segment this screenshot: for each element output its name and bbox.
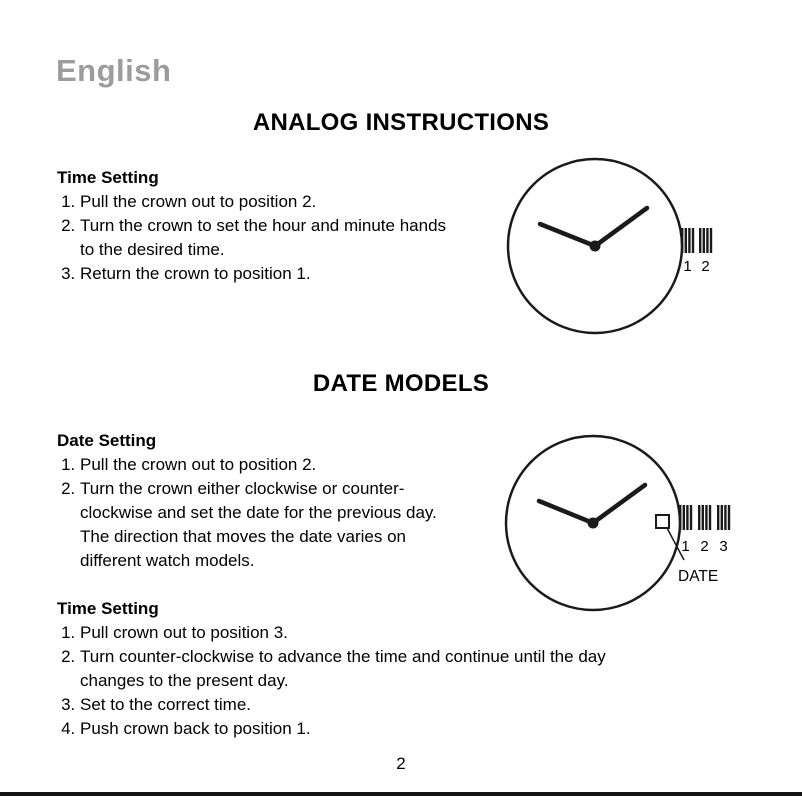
page-number: 2: [396, 754, 406, 773]
step-item: 1. Pull crown out to position 3.: [80, 621, 672, 645]
center-pivot: [590, 241, 601, 252]
step-item: 4. Push crown back to position 1.: [80, 717, 672, 741]
crown-position-1-icon: [681, 228, 694, 253]
step-item: 2. Turn the crown either clockwise or counter-clockwise and set the date for the previous day. The direction that moves the date varies on different watch models.: [80, 477, 449, 573]
crown-position-1-label: 1: [683, 258, 692, 275]
crown-position-3-label: 3: [719, 538, 728, 555]
step-item: 1. Pull the crown out to position 2.: [80, 453, 449, 477]
crown-position-3-icon: [717, 505, 730, 530]
date-setting-steps: [57, 453, 449, 573]
time-setting-title: Time Setting: [57, 599, 159, 618]
crown-position-2-icon: [698, 505, 711, 530]
date-window-icon: [656, 515, 669, 528]
date-setting-title: Date Setting: [57, 431, 157, 450]
date-setting-section: [57, 429, 449, 573]
analog-time-setting-section: [57, 166, 449, 286]
time-setting-steps: [57, 190, 449, 286]
bottom-rule: [0, 792, 802, 796]
center-pivot: [588, 518, 599, 529]
step-item: 2. Turn the crown to set the hour and minute hands to the desired time.: [80, 214, 449, 262]
date-model-time-setting-section: [57, 597, 672, 741]
date-window-label: DATE: [678, 568, 719, 585]
crown-position-1-label: 1: [681, 538, 690, 555]
time-setting-steps: [57, 621, 672, 741]
step-item: 3. Set to the correct time.: [80, 693, 672, 717]
step-item: 1. Pull the crown out to position 2.: [80, 190, 449, 214]
crown-position-1-icon: [679, 505, 692, 530]
step-item: 2. Turn counter-clockwise to advance the time and continue until the day changes to the present day.: [80, 645, 672, 693]
crown-position-2-label: 2: [701, 258, 710, 275]
date-models-heading: DATE MODELS: [312, 370, 490, 397]
analog-watch-diagram: [495, 152, 735, 347]
crown-position-2-label: 2: [700, 538, 709, 555]
date-watch-diagram: [495, 432, 760, 617]
crown-position-2-icon: [699, 228, 712, 253]
analog-instructions-heading: ANALOG INSTRUCTIONS: [252, 109, 550, 136]
time-setting-title: Time Setting: [57, 168, 159, 187]
step-item: 3. Return the crown to position 1.: [80, 262, 449, 286]
language-heading: English: [56, 53, 172, 88]
